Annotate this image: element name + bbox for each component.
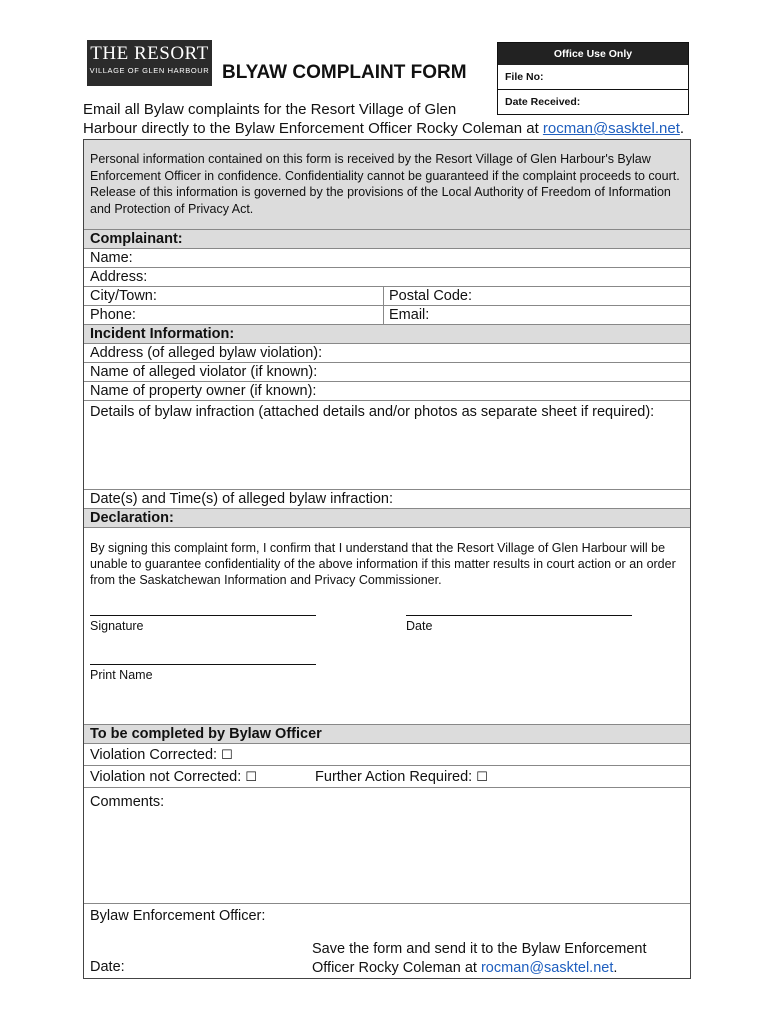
declaration-section <box>84 528 690 725</box>
resort-logo <box>87 40 212 86</box>
violator-name-field[interactable]: Name of alleged violator (if known): <box>84 363 690 382</box>
print-name-line[interactable] <box>90 664 316 665</box>
violation-address-field[interactable]: Address (of alleged bylaw violation): <box>84 344 690 363</box>
violation-corrected-row <box>84 744 690 766</box>
officer-heading: To be completed by Bylaw Officer <box>84 725 690 744</box>
logo-title: THE RESORT <box>90 43 209 64</box>
further-action-checkbox[interactable]: ☐ <box>476 769 488 784</box>
privacy-notice: Personal information contained on this form is received by the Resort Village of Glen Harbour's Bylaw Enforcement Officer in confidence. Confidentiality cannot be guaranteed if the complaint proceeds to court. Release of this information is governed by the provisions of the Local Authority of Freedom of Information and Protection of Privacy Act. <box>84 140 690 230</box>
declaration-text: By signing this complaint form, I confirm that I understand that the Resort Village of Glen Harbour will be unable to guarantee confidentiality of the above information if this matter results in court action or an order from the Saskatchewan Information and Privacy Commissioner. <box>90 541 676 587</box>
further-action-label: Further Action Required: <box>315 769 473 785</box>
date-line[interactable] <box>406 615 632 616</box>
logo-subtitle: VILLAGE OF GLEN HARBOUR <box>89 66 210 75</box>
incident-heading: Incident Information: <box>84 325 690 344</box>
comments-field[interactable]: Comments: <box>84 788 690 904</box>
bylaw-officer-field[interactable]: Bylaw Enforcement Officer: <box>90 908 266 924</box>
submission-note-line-1: Save the form and send it to the Bylaw Enforcement <box>312 941 647 957</box>
complaint-form <box>83 139 691 979</box>
officer-date-field[interactable]: Date: <box>90 959 125 975</box>
infraction-datetime-field[interactable]: Date(s) and Time(s) of alleged bylaw infraction: <box>84 490 690 509</box>
city-field[interactable]: City/Town: <box>84 287 384 305</box>
intro-text <box>83 100 723 138</box>
email-field[interactable]: Email: <box>389 307 430 323</box>
office-use-heading: Office Use Only <box>498 43 688 65</box>
intro-line-2: Harbour directly to the Bylaw Enforcement Officer Rocky Coleman at <box>83 120 543 137</box>
intro-line-1: Email all Bylaw complaints for the Resort Village of Glen <box>83 101 457 118</box>
footer-email-link[interactable]: rocman@sasktel.net <box>480 960 614 976</box>
intro-period: . <box>679 120 685 137</box>
signature-label: Signature <box>90 619 144 633</box>
phone-email-row <box>84 306 690 325</box>
infraction-details-field[interactable]: Details of bylaw infraction (attached details and/or photos as separate sheet if required): <box>84 401 690 490</box>
violation-not-corrected-row <box>84 766 690 788</box>
print-name-label: Print Name <box>90 668 153 682</box>
submission-note-line-2: Officer Rocky Coleman at <box>312 960 481 976</box>
violation-not-corrected-checkbox[interactable]: ☐ <box>245 769 257 784</box>
declaration-heading: Declaration: <box>84 509 690 528</box>
postal-code-field[interactable]: Postal Code: <box>389 288 473 304</box>
complainant-heading: Complainant: <box>84 230 690 249</box>
file-no-field[interactable]: File No: <box>505 71 544 83</box>
intro-email-link[interactable]: rocman@sasktel.net <box>542 120 680 137</box>
complainant-name-field[interactable]: Name: <box>84 249 690 268</box>
city-postal-row <box>84 287 690 306</box>
officer-footer <box>84 904 690 978</box>
violation-corrected-checkbox[interactable]: ☐ <box>221 747 233 762</box>
phone-field[interactable]: Phone: <box>84 306 384 324</box>
form-title: BLYAW COMPLAINT FORM <box>222 62 467 83</box>
violation-not-corrected-label: Violation not Corrected: <box>90 769 242 785</box>
complainant-address-field[interactable]: Address: <box>84 268 690 287</box>
footer-period: . <box>613 960 618 976</box>
date-label: Date <box>406 619 433 633</box>
date-received-field[interactable]: Date Received: <box>498 89 688 114</box>
property-owner-field[interactable]: Name of property owner (if known): <box>84 382 690 401</box>
violation-corrected-label: Violation Corrected: <box>90 747 218 763</box>
submission-note <box>312 940 682 978</box>
signature-line[interactable] <box>90 615 316 616</box>
